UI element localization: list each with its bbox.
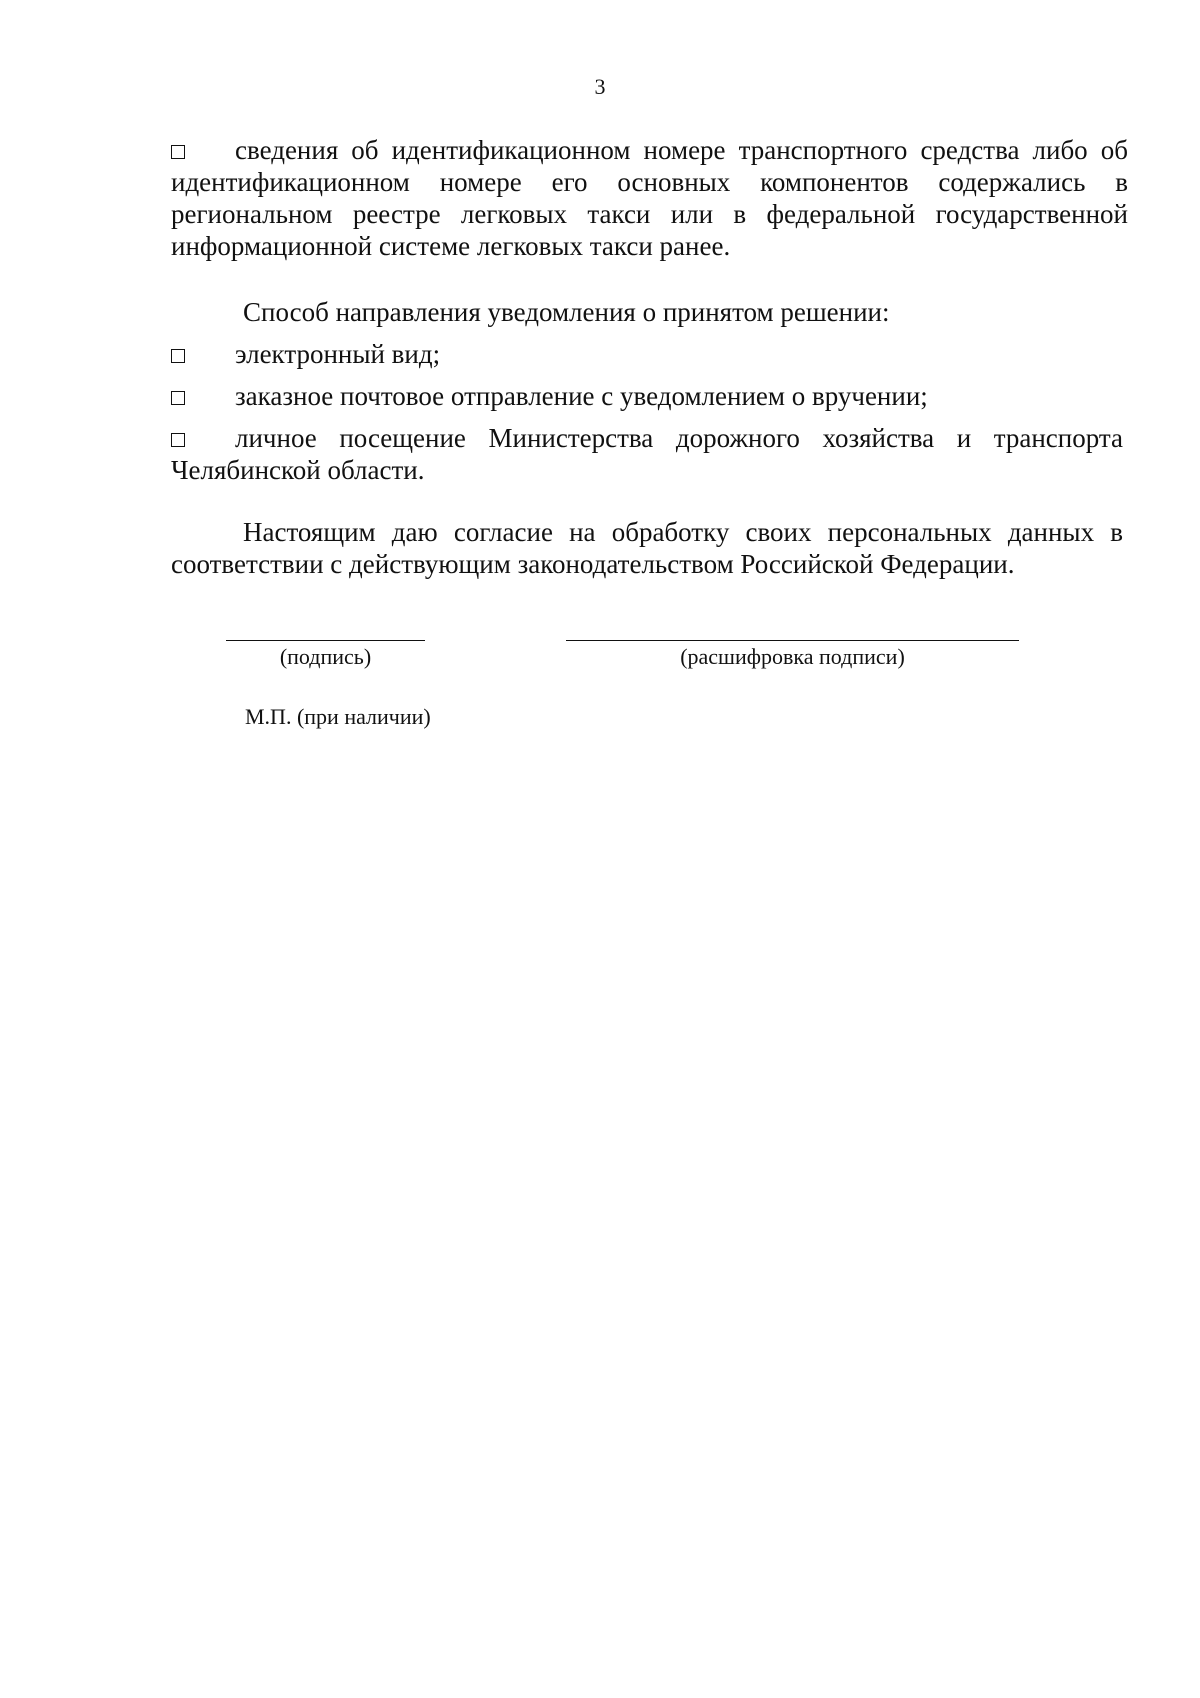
signature-block xyxy=(0,640,1200,680)
option-electronic-label: электронный вид; xyxy=(235,339,441,369)
stamp-note: М.П. (при наличии) xyxy=(245,704,431,729)
checkbox-electronic[interactable] xyxy=(171,349,185,363)
option-visit xyxy=(171,422,1123,486)
consent-paragraph: Настоящим даю согласие на обработку своих персональных данных в соответствии с действующим законодательством Российской Федерации. xyxy=(171,517,1123,579)
checkbox-vehicle-id[interactable] xyxy=(171,145,185,159)
vehicle-id-text: сведения об идентификационном номере транспортного средства либо об идентификационном номере его основных компонентов содержались в региональном реестре легковых такси или в федеральной государственной информационной системе легковых такси ранее. xyxy=(171,135,1128,261)
notification-method-heading: Способ направления уведомления о принятом решении: xyxy=(243,297,890,327)
vehicle-id-item xyxy=(171,134,1128,262)
checkbox-mail[interactable] xyxy=(171,391,185,405)
page-number: 3 xyxy=(594,74,606,99)
signature-decryption-line[interactable] xyxy=(566,640,1019,641)
signature-decryption-caption: (расшифровка подписи) xyxy=(680,644,905,669)
checkbox-visit[interactable] xyxy=(171,433,185,447)
signature-line[interactable] xyxy=(226,640,425,641)
option-visit-label: личное посещение Министерства дорожного хозяйства и транспорта Челябинской области. xyxy=(171,423,1123,485)
option-electronic xyxy=(171,338,1128,370)
option-mail-label: заказное почтовое отправление с уведомлением о вручении; xyxy=(235,381,928,411)
signature-caption: (подпись) xyxy=(279,644,372,669)
option-mail xyxy=(171,380,1128,412)
